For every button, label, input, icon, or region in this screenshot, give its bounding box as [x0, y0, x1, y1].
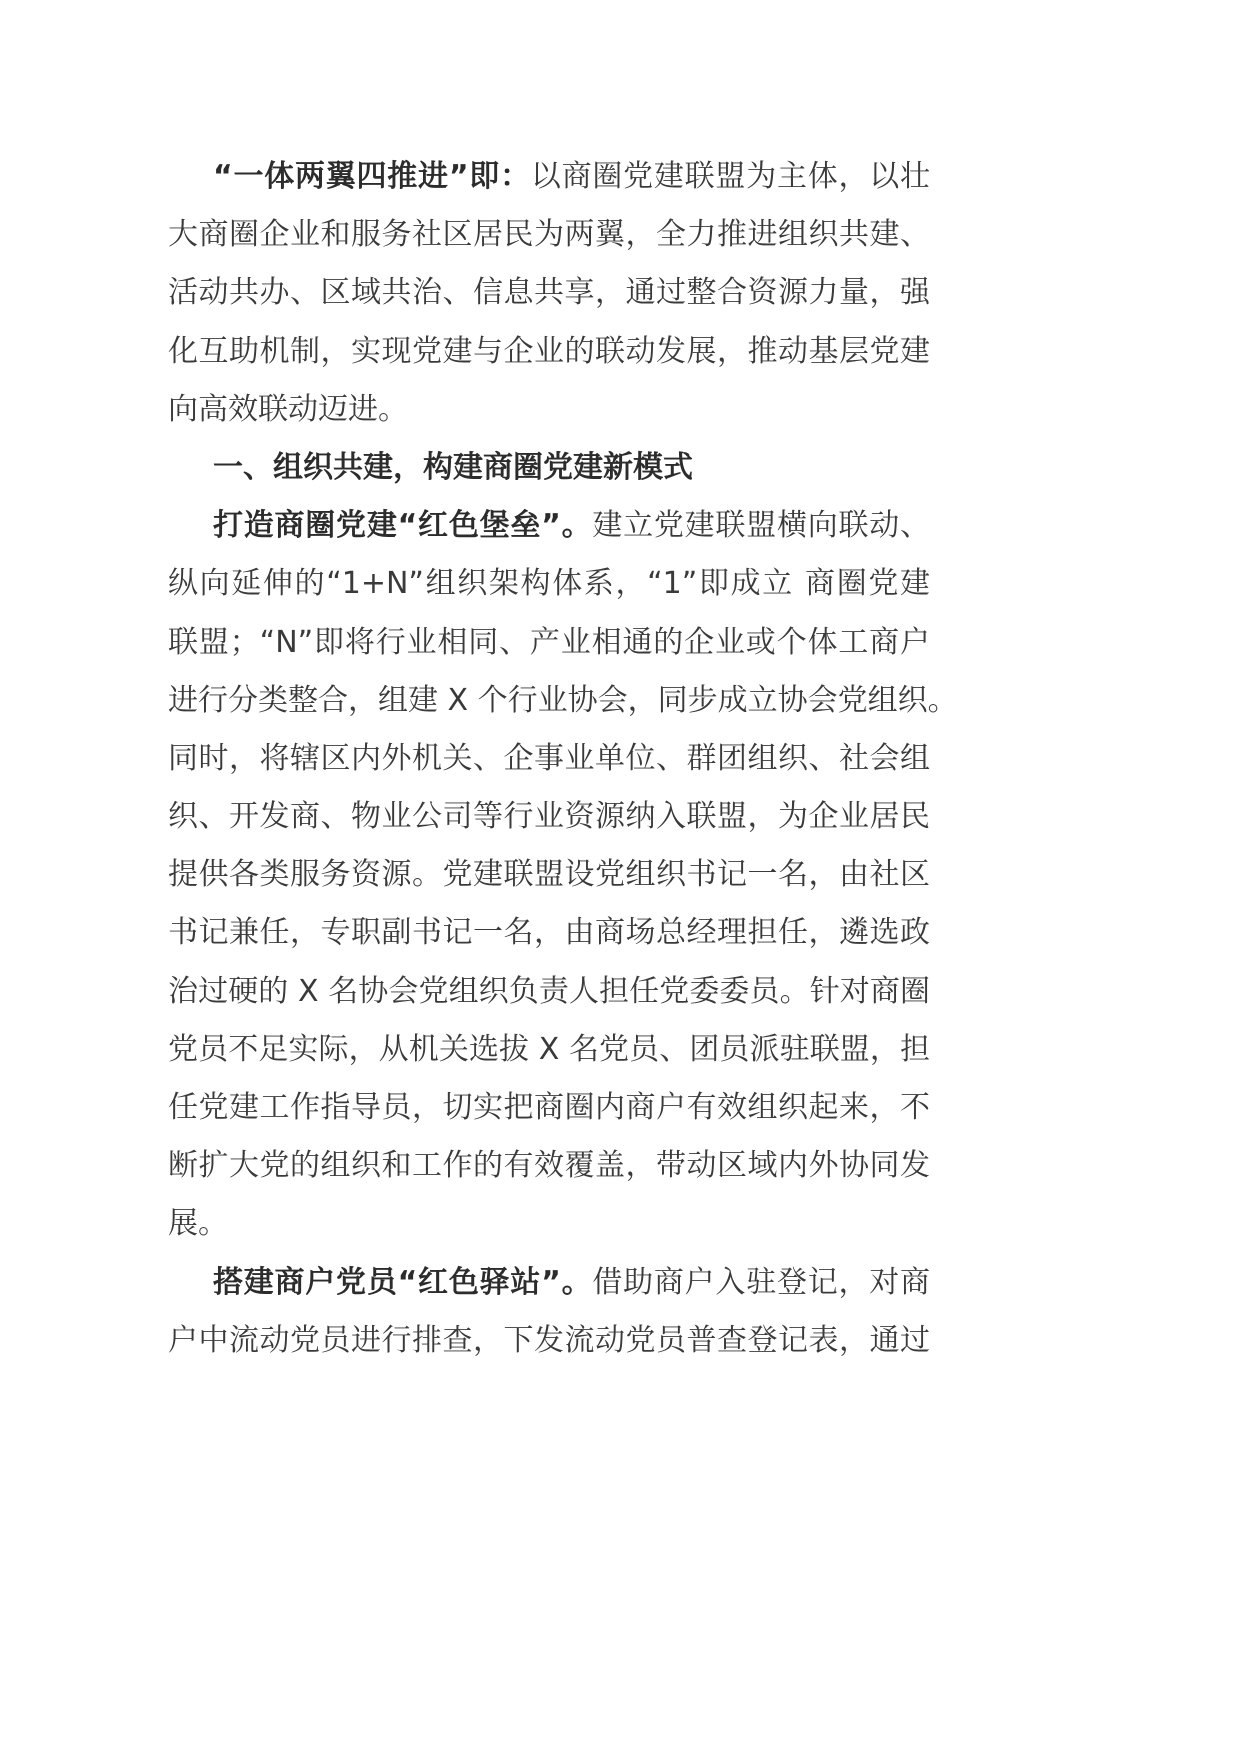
- line-text: 建立党建联盟横向联动、: [592, 508, 931, 544]
- paragraph-line: 同时，将辖区内外机关、企事业单位、群团组织、社会组: [168, 740, 930, 776]
- paragraph-line: 大商圈企业和服务社区居民为两翼，全力推进组织共建、: [168, 217, 930, 253]
- paragraph-line: [168, 1254, 930, 1312]
- paragraph-lead: 打造商圈党建“红色堡垒”。: [213, 508, 593, 544]
- paragraph-line: 联盟；“N”即将行业相同、产业相通的企业或个体工商户: [168, 624, 930, 660]
- paragraph-line: 展。: [168, 1206, 228, 1242]
- section-heading: 一、组织共建，构建商圈党建新模式: [213, 449, 693, 485]
- paragraph-line: 任党建工作指导员，切实把商圈内商户有效组织起来，不: [168, 1090, 930, 1125]
- paragraph-line: 党员不足实际，从机关选拔 X 名党员、团员派驻联盟，担: [168, 1031, 930, 1067]
- line-text: 以商圈党建联盟为主体，以壮: [530, 159, 931, 194]
- paragraph-intro: [168, 148, 930, 439]
- paragraph-red-fortress: [168, 497, 958, 1253]
- paragraph-line: 活动共办、区域共治、信息共享，通过整合资源力量，强: [168, 275, 930, 311]
- paragraph-red-station: [168, 1254, 930, 1370]
- paragraph-line: 提供各类服务资源。党建联盟设党组织书记一名，由社区: [168, 857, 930, 893]
- paragraph-line: [168, 148, 930, 206]
- paragraph-line: [168, 497, 930, 555]
- line-text: 借助商户入驻登记，对商: [592, 1264, 931, 1300]
- paragraph-line: 书记兼任，专职副书记一名，由商场总经理担任，遴选政: [168, 915, 930, 951]
- paragraph-line: 织、开发商、物业公司等行业资源纳入联盟，为企业居民: [168, 799, 930, 835]
- paragraph-lead: “一体两翼四推进”即：: [213, 159, 531, 194]
- paragraph-line: 断扩大党的组织和工作的有效覆盖，带动区域内外协同发: [168, 1148, 930, 1184]
- paragraph-line: 进行分类整合，组建 X 个行业协会，同步成立协会党组织。: [168, 682, 958, 718]
- paragraph-line: 户中流动党员进行排查，下发流动党员普查登记表，通过: [168, 1322, 930, 1358]
- paragraph-line: 化互助机制，实现党建与企业的联动发展，推动基层党建: [168, 333, 930, 369]
- paragraph-line: 向高效联动迈进。: [168, 391, 408, 427]
- document-body: [168, 148, 958, 1370]
- paragraph-line: 治过硬的 X 名协会党组织负责人担任党委委员。针对商圈: [168, 973, 930, 1009]
- paragraph-line: 纵向延伸的“1+N”组织架构体系，“1”即成立 商圈党建: [168, 566, 930, 602]
- paragraph-lead: 搭建商户党员“红色驿站”。: [213, 1264, 593, 1300]
